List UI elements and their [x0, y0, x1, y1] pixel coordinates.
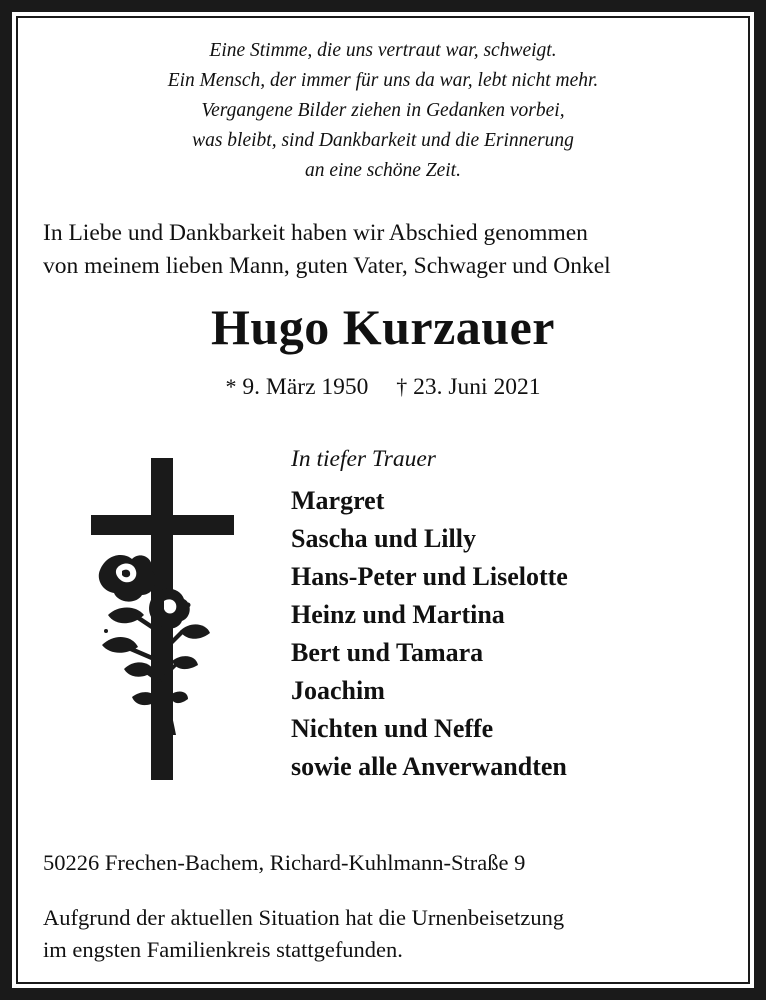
birth-date-group [226, 374, 375, 400]
mourner-name: Nichten und Neffe [291, 714, 494, 743]
mourner-name: Joachim [291, 676, 385, 705]
mourner-name: sowie alle Anverwandten [291, 752, 567, 781]
life-dates [0, 370, 766, 404]
deceased-name: Hugo Kurzauer [211, 299, 555, 355]
mourner-name: Hans-Peter und Liselotte [291, 562, 568, 591]
intro-line: In Liebe und Dankbarkeit haben wir Abschied genommen [43, 220, 588, 246]
note-line: Aufgrund der aktuellen Situation hat die Urnenbeisetzung [43, 905, 565, 930]
burial-note [43, 902, 564, 966]
death-date-group [396, 374, 540, 400]
mourner-name: Bert und Tamara [291, 638, 484, 667]
poem [0, 36, 766, 186]
birth-star-icon: * [225, 374, 237, 399]
poem-line: Vergangene Bilder ziehen in Gedanken vorbei, [201, 100, 565, 121]
mourner-name: Margret [291, 486, 385, 515]
birth-date: 9. März 1950 [242, 374, 369, 400]
poem-line: was bleibt, sind Dankbarkeit und die Erinnerung [192, 130, 574, 151]
poem-line: Ein Mensch, der immer für uns da war, lebt nicht mehr. [167, 70, 599, 91]
poem-line: Eine Stimme, die uns vertraut war, schweigt. [209, 40, 557, 61]
intro-line: von meinem lieben Mann, guten Vater, Schwager und Onkel [43, 253, 611, 279]
address: 50226 Frechen-Bachem, Richard-Kuhlmann-Straße 9 [43, 850, 526, 875]
note-line: im engsten Familienkreis stattgefunden. [43, 937, 403, 962]
death-date: 23. Juni 2021 [413, 374, 541, 400]
intro-text [43, 217, 743, 283]
cross-horizontal-beam [91, 515, 234, 535]
cross-with-rose-icon [88, 455, 238, 785]
mourner-name: Sascha und Lilly [291, 524, 476, 553]
mourners-list [291, 482, 568, 786]
mourning-label: In tiefer Trauer [291, 446, 436, 472]
death-dagger-icon: † [396, 374, 408, 399]
mourner-name: Heinz und Martina [291, 600, 505, 629]
poem-line: an eine schöne Zeit. [305, 160, 461, 181]
